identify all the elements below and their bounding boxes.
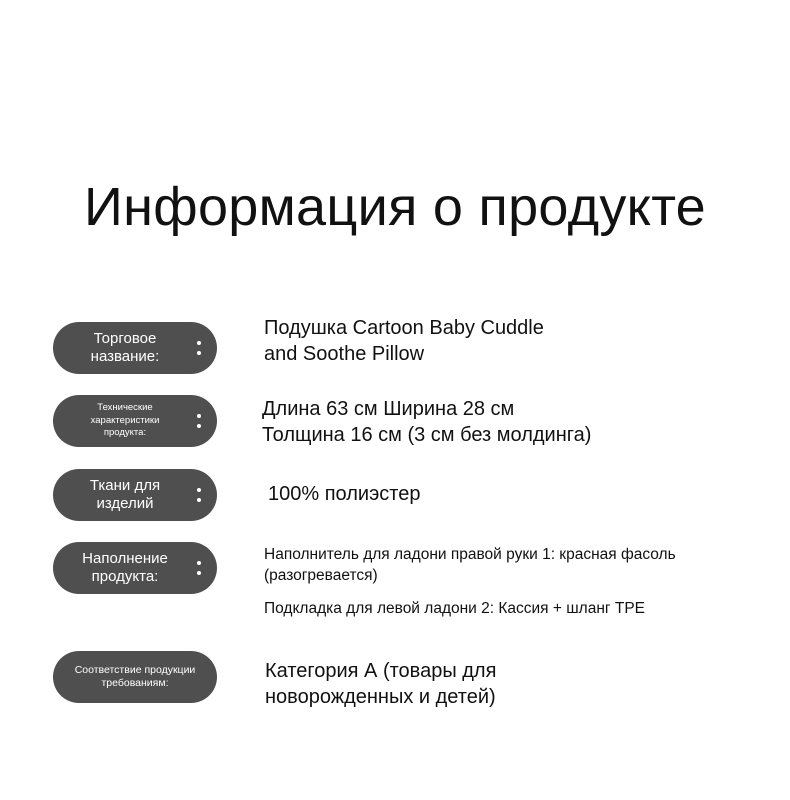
label-pill-filling: [53, 542, 217, 594]
label-trade-name: Торговое название:: [90, 330, 160, 365]
label-compliance: Соответствие продукции требованиям:: [74, 663, 196, 689]
value-line: Подушка Cartoon Baby Cuddle: [264, 317, 544, 339]
value-line: 100% полиэстер: [268, 483, 421, 505]
label-pill-specifications: [53, 395, 217, 447]
value-line: Категория А (товары для: [265, 660, 497, 682]
value-line: Толщина 16 см (3 см без молдинга): [262, 424, 592, 446]
value-fabrics: [268, 481, 420, 507]
label-fabrics: Ткани для изделий: [89, 477, 161, 512]
label-pill-trade-name: [53, 322, 217, 374]
colon-dots-icon: [197, 486, 202, 504]
value-filling: [264, 544, 676, 619]
value-compliance: [265, 658, 496, 710]
colon-dots-icon: [197, 412, 202, 430]
label-pill-fabrics: [53, 469, 217, 521]
value-line: Наполнитель для ладони правой руки 1: красная фасоль: [264, 546, 676, 563]
label-pill-compliance: [53, 651, 217, 703]
value-line: Длина 63 см Ширина 28 см: [262, 398, 515, 420]
label-filling: Наполнение продукта:: [82, 550, 168, 585]
colon-dots-icon: [197, 339, 202, 357]
page-title: Информация о продукте: [84, 177, 706, 237]
colon-dots-icon: [197, 559, 202, 577]
value-line: Подкладка для левой ладони 2: Кассия + шланг TPE: [264, 600, 645, 617]
value-line: новорожденных и детей): [265, 686, 496, 708]
value-specifications: [262, 396, 591, 448]
label-specifications: Технические характеристики продукта:: [90, 402, 160, 439]
value-line: and Soothe Pillow: [264, 343, 425, 365]
value-line: (разогревается): [264, 567, 378, 584]
value-trade-name: [264, 315, 544, 367]
